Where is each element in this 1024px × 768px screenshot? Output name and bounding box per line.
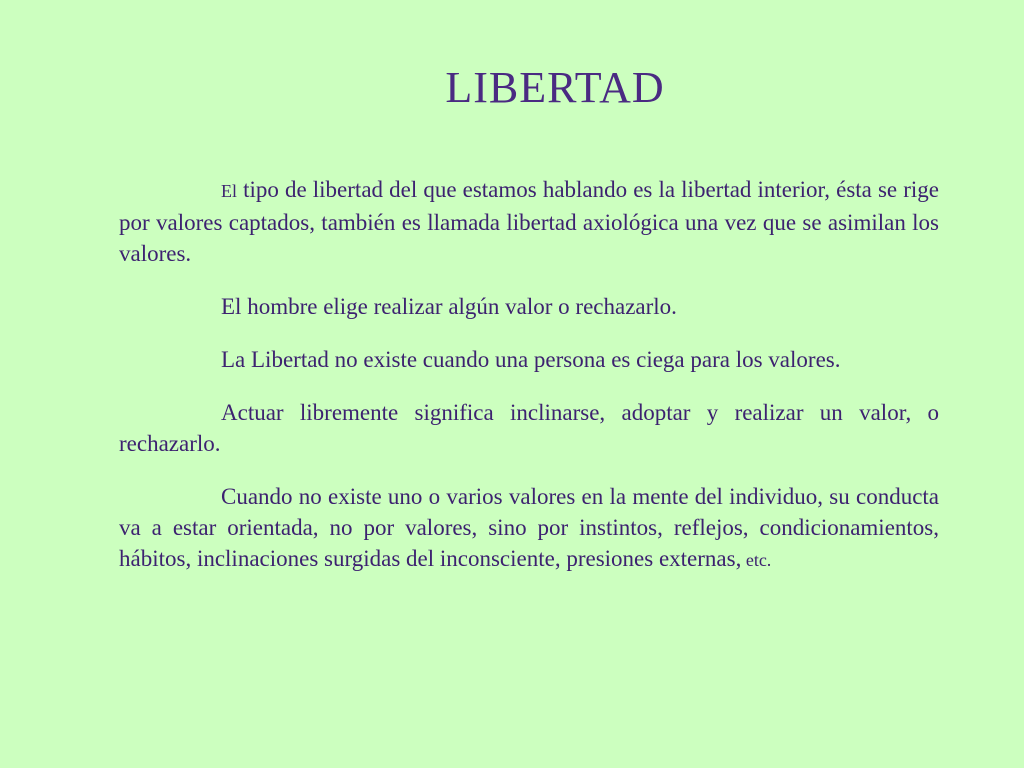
slide-title: LIBERTAD xyxy=(445,63,665,112)
paragraph-4-text: Actuar libremente significa inclinarse, adoptar y realizar un valor, o rechazarlo. xyxy=(119,400,939,456)
paragraph-3 xyxy=(119,344,939,375)
paragraph-1-text: tipo de libertad del que estamos hablando es la libertad interior, ésta se rige por valores captados, también es llamada libertad axiológica una vez que se asimilan los valores. xyxy=(119,177,939,266)
paragraph-4 xyxy=(119,397,939,459)
paragraph-1-lead: El xyxy=(221,181,237,201)
paragraph-1 xyxy=(119,174,939,269)
paragraph-2 xyxy=(119,291,939,322)
paragraph-3-text: La Libertad no existe cuando una persona es ciega para los valores. xyxy=(221,347,841,372)
paragraph-2-text: El hombre elige realizar algún valor o rechazarlo. xyxy=(221,294,677,319)
slide-body xyxy=(119,174,939,598)
paragraph-5-tail: etc. xyxy=(741,550,772,570)
paragraph-5 xyxy=(119,481,939,576)
paragraph-5-text: Cuando no existe uno o varios valores en la mente del individuo, su conducta va a estar orientada, no por valores, sino por instintos, reflejos, condicionamientos, hábitos, inclinaciones surgidas del inconsciente, presiones externas, xyxy=(119,484,939,571)
